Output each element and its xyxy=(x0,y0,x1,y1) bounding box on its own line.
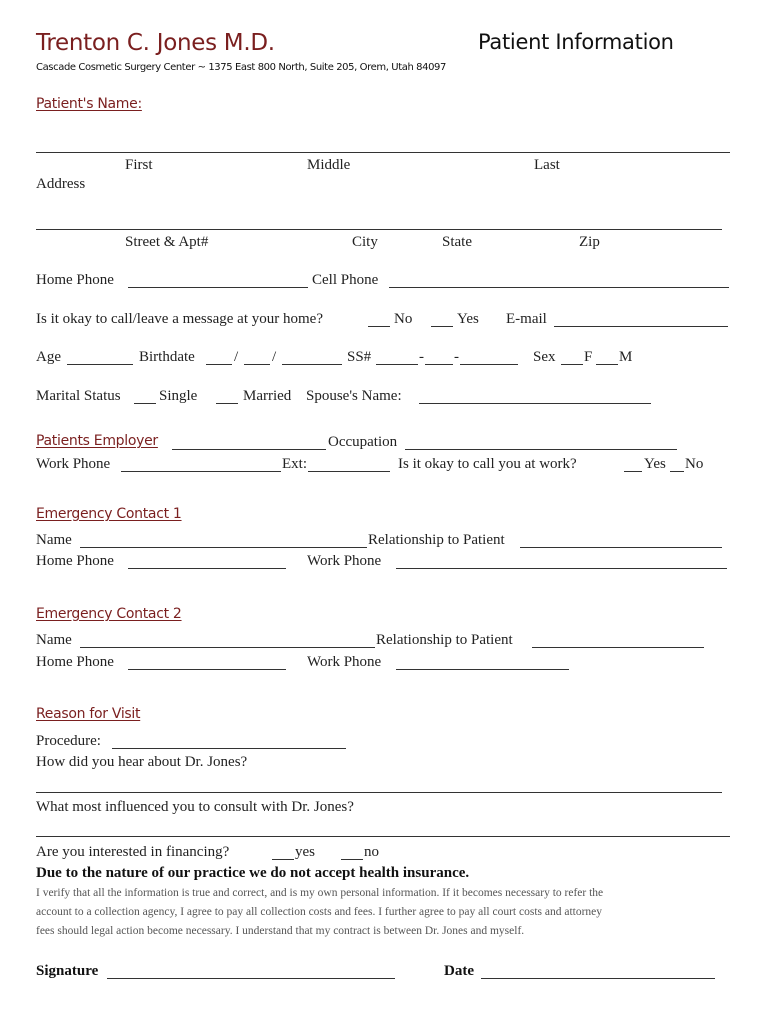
ec2-relationship-field[interactable] xyxy=(532,647,704,648)
doctor-name: Trenton C. Jones M.D. xyxy=(36,30,275,56)
married-blank[interactable] xyxy=(216,403,238,404)
section-emergency-2: Emergency Contact 2 xyxy=(36,606,182,622)
last-name-label: Last xyxy=(534,157,560,173)
ec1-work-phone-label: Work Phone xyxy=(307,553,382,569)
married-label: Married xyxy=(243,388,292,404)
spouse-name-field[interactable] xyxy=(419,403,651,404)
age-label: Age xyxy=(36,349,61,365)
date-label: Date xyxy=(444,963,474,979)
birth-year-field[interactable] xyxy=(282,364,342,365)
message-yes-blank[interactable] xyxy=(431,326,453,327)
ec2-work-phone-label: Work Phone xyxy=(307,654,382,670)
ec1-relationship-field[interactable] xyxy=(520,547,722,548)
marital-status-label: Marital Status xyxy=(36,388,121,404)
form-title: Patient Information xyxy=(478,30,674,54)
ext-field[interactable] xyxy=(308,471,390,472)
work-no-blank[interactable] xyxy=(670,471,684,472)
hear-about-question: How did you hear about Dr. Jones? xyxy=(36,754,248,770)
ec2-home-phone-field[interactable] xyxy=(128,669,286,670)
cell-phone-field[interactable] xyxy=(389,287,729,288)
ssn-label: SS# xyxy=(347,349,372,365)
home-phone-label: Home Phone xyxy=(36,272,114,288)
ec1-work-phone-field[interactable] xyxy=(396,568,727,569)
ext-label: Ext: xyxy=(282,456,307,472)
verification-line-3: fees should legal action become necessary. I understand that my contract is between Dr. Jones and myself. xyxy=(36,925,525,937)
section-emergency-1: Emergency Contact 1 xyxy=(36,506,182,522)
ec1-home-phone-field[interactable] xyxy=(128,568,286,569)
ec2-relationship-label: Relationship to Patient xyxy=(376,632,513,648)
birth-day-field[interactable] xyxy=(244,364,270,365)
message-question: Is it okay to call/leave a message at your home? xyxy=(36,311,323,327)
sex-f-blank[interactable] xyxy=(561,364,583,365)
influenced-field[interactable] xyxy=(36,836,730,837)
ec2-name-label: Name xyxy=(36,632,72,648)
sex-m-label: M xyxy=(619,349,633,365)
signature-field[interactable] xyxy=(107,978,395,979)
ec2-work-phone-field[interactable] xyxy=(396,669,569,670)
ssn-dash-1: - xyxy=(419,349,424,365)
ec1-relationship-label: Relationship to Patient xyxy=(368,532,505,548)
verification-line-1: I verify that all the information is true and correct, and is my own personal information. If it becomes necessary to refer the xyxy=(36,887,604,899)
hear-about-field[interactable] xyxy=(36,792,722,793)
employer-field[interactable] xyxy=(172,449,326,450)
street-label: Street & Apt# xyxy=(125,234,209,250)
occupation-field[interactable] xyxy=(405,449,677,450)
sex-f-label: F xyxy=(584,349,593,365)
ssn-part-1[interactable] xyxy=(376,364,418,365)
ssn-part-3[interactable] xyxy=(460,364,518,365)
birthdate-slash-2: / xyxy=(272,349,277,365)
financing-no-label: no xyxy=(364,844,379,860)
financing-question: Are you interested in financing? xyxy=(36,844,230,860)
message-yes-label: Yes xyxy=(457,311,479,327)
section-patient-name: Patient's Name: xyxy=(36,96,142,112)
zip-label: Zip xyxy=(579,234,600,250)
city-label: City xyxy=(352,234,378,250)
first-name-label: First xyxy=(125,157,153,173)
employer-work-phone-field[interactable] xyxy=(121,471,281,472)
ec1-name-label: Name xyxy=(36,532,72,548)
work-yes-blank[interactable] xyxy=(624,471,642,472)
middle-name-label: Middle xyxy=(307,157,351,173)
spouse-name-label: Spouse's Name: xyxy=(306,388,402,404)
state-label: State xyxy=(442,234,472,250)
age-field[interactable] xyxy=(67,364,133,365)
financing-no-blank[interactable] xyxy=(341,859,363,860)
ec1-home-phone-label: Home Phone xyxy=(36,553,114,569)
employer-work-phone-label: Work Phone xyxy=(36,456,111,472)
single-blank[interactable] xyxy=(134,403,156,404)
sex-m-blank[interactable] xyxy=(596,364,618,365)
sex-label: Sex xyxy=(533,349,556,365)
email-field[interactable] xyxy=(554,326,728,327)
ssn-dash-2: - xyxy=(454,349,459,365)
email-label: E-mail xyxy=(506,311,547,327)
occupation-label: Occupation xyxy=(328,434,398,450)
work-yes-label: Yes xyxy=(644,456,666,472)
ec1-name-field[interactable] xyxy=(80,547,367,548)
ec2-name-field[interactable] xyxy=(80,647,375,648)
work-no-label: No xyxy=(685,456,704,472)
ec2-home-phone-label: Home Phone xyxy=(36,654,114,670)
patient-name-field[interactable] xyxy=(36,152,730,153)
cell-phone-label: Cell Phone xyxy=(312,272,379,288)
procedure-field[interactable] xyxy=(112,748,346,749)
single-label: Single xyxy=(159,388,198,404)
message-no-blank[interactable] xyxy=(368,326,390,327)
birthdate-slash-1: / xyxy=(234,349,239,365)
influenced-question: What most influenced you to consult with Dr. Jones? xyxy=(36,799,354,815)
address-label: Address xyxy=(36,176,86,192)
address-field[interactable] xyxy=(36,229,722,230)
ssn-part-2[interactable] xyxy=(425,364,453,365)
date-field[interactable] xyxy=(481,978,715,979)
financing-yes-label: yes xyxy=(295,844,315,860)
call-at-work-question: Is it okay to call you at work? xyxy=(398,456,577,472)
birth-month-field[interactable] xyxy=(206,364,232,365)
insurance-notice: Due to the nature of our practice we do not accept health insurance. xyxy=(36,865,470,881)
section-reason-for-visit: Reason for Visit xyxy=(36,706,141,722)
clinic-address: Cascade Cosmetic Surgery Center ~ 1375 East 800 North, Suite 205, Orem, Utah 84097 xyxy=(36,62,446,73)
message-no-label: No xyxy=(394,311,413,327)
verification-line-2: account to a collection agency, I agree to pay all collection costs and fees. I further agree to pay all court costs and attorney xyxy=(36,906,603,918)
financing-yes-blank[interactable] xyxy=(272,859,294,860)
birthdate-label: Birthdate xyxy=(139,349,195,365)
procedure-label: Procedure: xyxy=(36,733,101,749)
signature-label: Signature xyxy=(36,963,99,979)
home-phone-field[interactable] xyxy=(128,287,308,288)
section-employer: Patients Employer xyxy=(36,433,158,449)
